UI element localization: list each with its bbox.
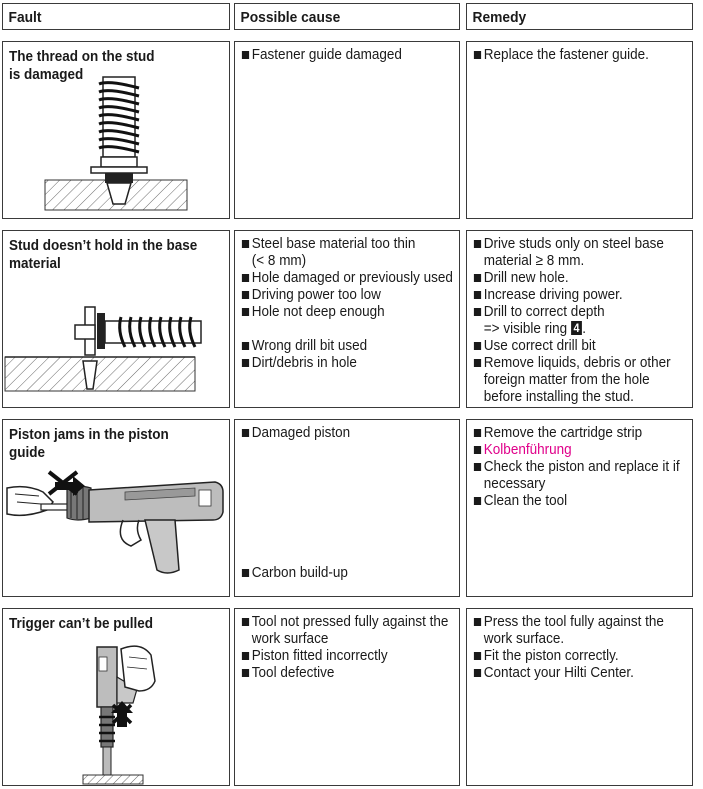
remedy-item: Drill new hole. — [473, 269, 701, 286]
header-cause-label: Possible cause — [240, 9, 341, 26]
row2-remedy-cell — [466, 230, 693, 408]
bullet-icon — [474, 274, 481, 282]
remedy-item-continued: work surface. — [483, 630, 565, 647]
bullet-icon — [474, 429, 481, 437]
remedy-item-continued: foreign matter from the hole — [483, 371, 650, 388]
cause-item: Damaged piston — [241, 424, 468, 441]
header-fault-label: Fault — [8, 9, 42, 26]
bullet-icon — [474, 446, 481, 454]
trigger-illustration — [73, 637, 173, 785]
bullet-icon — [474, 652, 481, 660]
bullet-icon — [474, 240, 481, 248]
bullet-icon — [474, 308, 481, 316]
cause-item: Wrong drill bit used — [241, 337, 468, 354]
bullet-icon — [242, 569, 249, 577]
bullet-icon — [474, 51, 481, 59]
row2-cause-cell — [234, 230, 460, 408]
remedy-item: Clean the tool — [473, 492, 701, 509]
row4-fault-title: Trigger can’t be pulled — [9, 615, 154, 632]
remedy-item: Use correct drill bit — [473, 337, 701, 354]
ring-number-badge: 4 — [571, 321, 582, 335]
bullet-icon — [242, 618, 249, 626]
header-fault — [2, 3, 230, 30]
bullet-icon — [474, 342, 481, 350]
remedy-item-continued: necessary — [483, 475, 546, 492]
row1-fault-title: The thread on the stud is damaged — [9, 48, 155, 83]
remedy-item: Fit the piston correctly. — [473, 647, 701, 664]
bullet-icon — [242, 274, 249, 282]
cause-item: Steel base material too thin — [241, 235, 468, 252]
cause-item-continued: work surface — [251, 630, 329, 647]
row2-fault-cell — [2, 230, 230, 408]
cause-item: Driving power too low — [241, 286, 468, 303]
header-remedy — [466, 3, 693, 30]
bullet-icon — [474, 618, 481, 626]
row2-fault-title: Stud doesn’t hold in the base material — [9, 237, 198, 272]
remedy-item: Contact your Hilti Center. — [473, 664, 701, 681]
remedy-item: Press the tool fully against the — [473, 613, 701, 630]
cause-item: Hole not deep enough — [241, 303, 468, 320]
bullet-icon — [242, 359, 249, 367]
remedy-item-continued: => visible ring 4 . — [483, 320, 587, 337]
bullet-icon — [474, 669, 481, 677]
bullet-icon — [242, 342, 249, 350]
bullet-icon — [242, 652, 249, 660]
bullet-icon — [474, 359, 481, 367]
cause-item: Fastener guide damaged — [241, 46, 468, 63]
remedy-item: Drive studs only on steel base — [473, 235, 701, 252]
bullet-icon — [242, 291, 249, 299]
bullet-icon — [242, 669, 249, 677]
remedy-item: Remove the cartridge strip — [473, 424, 701, 441]
row3-cause-cell — [234, 419, 460, 597]
row4-cause-cell — [234, 608, 460, 786]
remedy-item: Replace the fastener guide. — [473, 46, 701, 63]
stud-thread-illustration — [43, 72, 193, 217]
bullet-icon — [242, 429, 249, 437]
bullet-icon — [474, 497, 481, 505]
remedy-item-link[interactable] — [473, 441, 701, 458]
row3-remedy-cell — [466, 419, 693, 597]
remedy-item: Drill to correct depth — [473, 303, 701, 320]
bullet-icon — [242, 51, 249, 59]
bullet-icon — [242, 308, 249, 316]
bullet-icon — [242, 240, 249, 248]
row4-remedy-cell — [466, 608, 693, 786]
cause-item: Hole damaged or previously used — [241, 269, 468, 286]
row3-fault-title: Piston jams in the piston guide — [9, 426, 169, 461]
remedy-item-continued: material ≥ 8 mm. — [483, 252, 585, 269]
row3-fault-cell — [2, 419, 230, 597]
piston-jam-illustration — [5, 460, 227, 590]
bullet-icon — [474, 291, 481, 299]
cause-item: Piston fitted incorrectly — [241, 647, 468, 664]
header-remedy-label: Remedy — [472, 9, 527, 26]
header-cause — [234, 3, 460, 30]
row1-cause-cell — [234, 41, 460, 219]
cause-item: Tool not pressed fully against the — [241, 613, 468, 630]
bullet-icon — [474, 463, 481, 471]
cause-item-continued: (< 8 mm) — [251, 252, 307, 269]
row4-fault-cell — [2, 608, 230, 786]
row1-fault-cell — [2, 41, 230, 219]
cause-item: Tool defective — [241, 664, 468, 681]
kolbenfuehrung-link[interactable]: Kolbenführung — [483, 441, 572, 458]
remedy-item: Remove liquids, debris or other — [473, 354, 701, 371]
remedy-item: Increase driving power. — [473, 286, 701, 303]
remedy-item-continued: before installing the stud. — [483, 388, 634, 405]
cause-item: Carbon build-up — [241, 564, 468, 581]
stud-base-material-illustration — [3, 301, 229, 406]
remedy-item: Check the piston and replace it if — [473, 458, 701, 475]
cause-item: Dirt/debris in hole — [241, 354, 468, 371]
row1-remedy-cell — [466, 41, 693, 219]
